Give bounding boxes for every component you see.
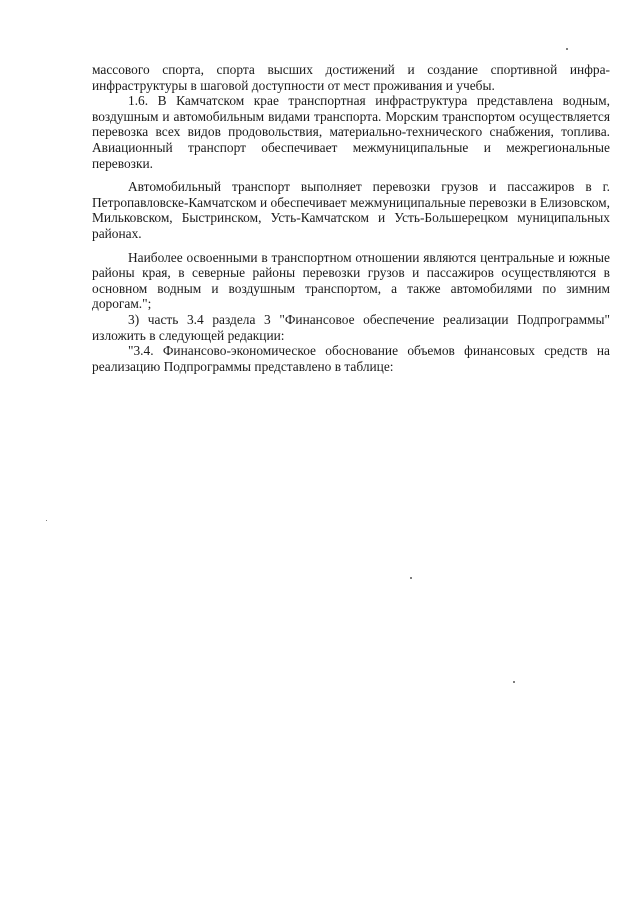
paragraph-developed-regions: Наиболее освоенными в транспортном отношении являются центральные и южные районы края, в северные районы перевозки грузов и пассажиров осуществляются в основном водным и воздушным транспортом, а также автомобилями по зимним дорогам.";: [92, 249, 610, 312]
paragraph-transport-infrastructure: 1.6. В Камчатском крае транспортная инфраструктура представлена водным, воздушным и автомобильным видами транспорта. Морским транспортом осуществляется перевозка всех видов продовольствия, материально-технического снабжения, топлива. Авиационный транспорт обеспечивает межмуниципальные и межрегиональные перевозки.: [92, 93, 610, 171]
paragraph-road-transport: Автомобильный транспорт выполняет перевозки грузов и пассажиров в г. Петропавловске-Камчатском и обеспечивает межмуниципальные перевозки в Елизовском, Мильковском, Быстринском, Усть-Камчатском и Усть-Большерецком муниципальных районах.: [92, 179, 610, 241]
paragraph-sport-continuation: массового спорта, спорта высших достижений и создание спортивной инфра-инфраструктуры в шаговой доступности от мест проживания и учебы.: [92, 62, 610, 93]
scan-speck: [410, 577, 412, 579]
paragraph-amendment-item: 3) часть 3.4 раздела 3 "Финансовое обеспечение реализации Подпрограммы" изложить в следующей редакции:: [92, 311, 610, 343]
scan-speck: [566, 48, 568, 50]
scan-speck: [46, 520, 47, 521]
scan-speck: [513, 681, 515, 683]
document-body: [92, 62, 610, 374]
paragraph-financial-justification: "3.4. Финансово-экономическое обоснование объемов финансовых средств на реализацию Подпрограммы представлено в таблице:: [92, 343, 610, 374]
